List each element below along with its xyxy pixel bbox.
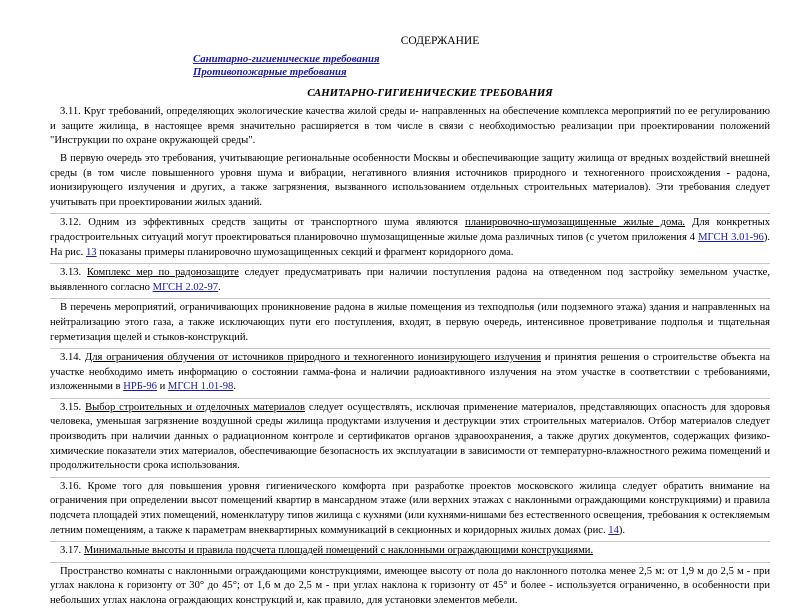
paragraph-3-15 [50,401,770,474]
link-mgsn-2-02-97[interactable]: МГСН 2.02-97 [152,281,219,293]
text: ). [618,524,626,536]
text: Для конкретных градостроительных ситуаций могут проектироваться планировочно шумозащищенные жилые дома различных типов (с учетом приложения 4 [50,217,770,243]
link-mgsn-3-01-96[interactable]: МГСН 3.01-96 [698,231,764,243]
text: и принятия решения о строительстве объекта на участке необходимо иметь информацию о состоянии гамма-фона и наличии радиоактивного излучения на этом участке в соответствии с требованиями, изложенными в [50,352,770,393]
divider [50,398,770,399]
toc-title: СОДЕРЖАНИЕ [400,35,480,47]
paragraph-priority: В первую очередь это требования, учитывающие региональные особенности Москвы и обеспечивающие защиту жилища от вредных воздействий внешней среды (в том числе повышенного уровня шума и вибрации, негативного влияния источников природного и техногенного происхождения - радона, ионизирующего излучения и других, а также загрязнения, вызванного использованием отдельных строительных материалов). Эти требования следует учитывать при проектировании жилых зданий. [50,152,770,208]
underlined-term: Для ограничения облучения от источников природного и техногенного ионизирующего излучения [85,352,542,364]
underlined-term: планировочно-шумозащищенные жилые дома. [465,217,686,229]
divider [50,562,770,563]
link-figure-13[interactable]: 13 [85,246,97,258]
underlined-term: Минимальные высоты и правила подсчета площадей помещений с наклонными ограждающими конструкциями. [83,545,594,557]
underlined-term: Комплекс мер по радонозащите [86,267,239,279]
document-page [50,34,770,612]
text: . [218,281,221,293]
paragraph-3-13 [50,266,770,295]
link-nrb-96[interactable]: НРБ-96 [123,381,157,393]
divider [50,477,770,478]
paragraph-3-11: 3.11. Круг требований, определяющих экологические качества жилой среды и- направленных на обеспечение комплекса мероприятий по ее регулированию и защите жилища, в настоящее время значительно расширяется в том числе в связи с необходимостью реализации при проектировании положений "Инструкции по охране окружающей среды". [50,106,770,147]
divider [50,348,770,349]
divider [50,263,770,264]
text: 3.16. Кроме того для повышения уровня гигиенического комфорта при разработке проектов московского жилища следует обратить внимание на ограничения при определении высот помещений квартир в мансардном этаже (или верхних этажах с наклонными ограждающими конструкциями) и правила подсчета площадей этих помещений, номенклатуру типов жилища с кухнями (или кухнями-нишами без естественного освещения, требования к остекляемым летним помещениям, а также к параметрам внеквартирных коммуникаций в секционных и коридорных жилых домах (рис. [50,480,770,536]
paragraph-3-17 [50,544,770,559]
toc-link-sanitary[interactable]: Санитарно-гигиенические требования [193,52,380,65]
section-title: САНИТАРНО-ГИГИЕНИЧЕСКИЕ ТРЕБОВАНИЯ [307,86,553,99]
paragraph-radon-measures: В перечень мероприятий, ограничивающих проникновение радона в жилые помещения из техподполья (или подземного этажа) здания и направленных на нейтрализацию этого газа, а также исключающих пути его поступления, входят, в первую очередь, интенсивное проветривание подполья и тщательная герметизация щелей и стыков-конструкций. [50,302,770,343]
toc-list [193,53,770,80]
text: и [156,381,168,393]
text: 3.15. [60,401,86,413]
text: 3.17. [60,545,84,557]
text: следует осуществлять, исключая применение материалов, представляющих опасность для здоровья человека, уменьшая загрязнение воздушной среды жилища продуктами излучения и деструкции этих строительных материалов. Отбор материалов следует производить при наличии данных о радиационном контроле и сертификатов органов здравоохранения, а также других документов, содержащих физико-химические показатели этих материалов, обеспечивающие безопасность их эксплуатации в зависимости от температурно-влажностного режима помещений и продолжительности срока использования. [50,401,770,472]
toc-link-fire[interactable]: Противопожарные требования [193,66,347,79]
divider [50,213,770,214]
divider [50,298,770,299]
link-mgsn-1-01-98[interactable]: МГСН 1.01-98 [167,381,234,393]
divider [50,541,770,542]
paragraph-3-16 [50,480,770,538]
text: следует предусматривать при наличии поступления радона на отведенном под застройку земельном участке, выявленного согласно [50,267,770,293]
paragraph-3-14 [50,351,770,395]
text: . [233,381,236,393]
paragraph-sloped-space: Пространство комнаты с наклонными ограждающими конструкциями, имеющее высоту от пола до наклонного потолка менее 2,5 м: от 1,9 м до 2,5 м - при углах наклона к горизонту от 30° до 45°; от 1,6 м до 2,5 м - при углах наклона к горизонту от 45° и более - используется ограниченно, в особенности при небольших углах наклона ограждающих конструкций и, как правило, для установки элементов мебели. [50,565,770,606]
underlined-term: Выбор строительных и отделочных материалов [85,401,305,413]
paragraph-3-12 [50,216,770,260]
text: ). На рис. [50,231,770,258]
text: показаны примеры планировочно шумозащищенных секций и фрагмент коридорного дома. [96,246,514,258]
text: 3.13. [60,267,87,279]
text: 3.14. [60,352,86,364]
text: 3.12. Одним из эффективных средств защиты от транспортного шума являются [60,217,466,229]
link-figure-14[interactable]: 14 [608,524,619,536]
